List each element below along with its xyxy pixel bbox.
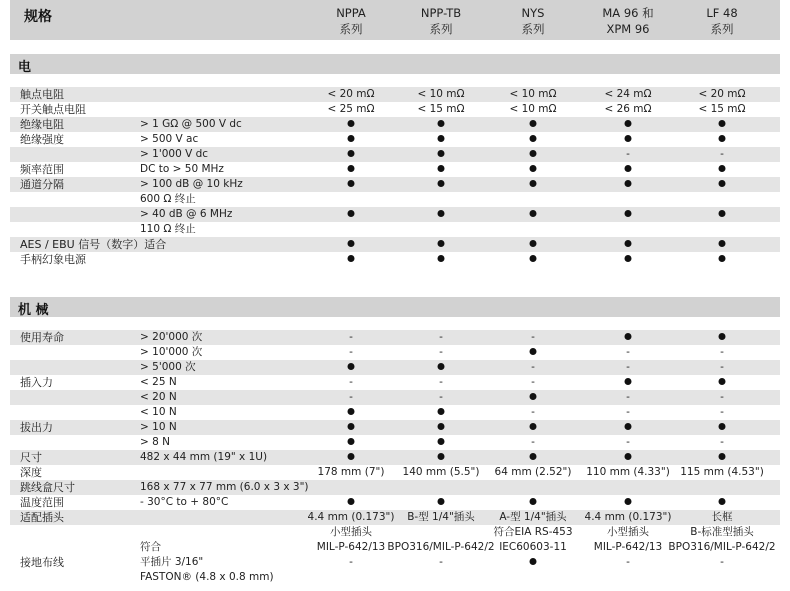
bullet-dot (348, 150, 355, 157)
table-row (10, 237, 780, 252)
cell-value: A-型 1/4"插头 (499, 511, 567, 523)
section-header (10, 54, 780, 74)
bullet-icon (625, 177, 632, 192)
bullet-dot (438, 255, 445, 262)
bullet-icon (719, 132, 726, 147)
row-condition: > 10'000 次 (140, 346, 203, 358)
section-title: 机 械 (18, 303, 49, 318)
table-row (10, 390, 780, 405)
column-header-line: 系列 (521, 22, 545, 36)
bullet-dot (438, 135, 445, 142)
table-header (10, 0, 780, 40)
dash-mark: - (531, 331, 535, 343)
row-label: 温度范围 (20, 496, 64, 509)
row-label: 插入力 (20, 376, 53, 389)
row-label: 适配插头 (20, 511, 64, 524)
dash-mark: - (626, 436, 630, 448)
dash-mark: - (349, 331, 353, 343)
bullet-dot (530, 423, 537, 430)
cell-value: 小型插头 (607, 526, 649, 538)
section-title: 电 (18, 60, 32, 75)
dash-mark: - (439, 331, 443, 343)
row-condition: > 20'000 次 (140, 331, 203, 343)
row-condition: > 100 dB @ 10 kHz (140, 178, 243, 190)
table-row (10, 360, 780, 375)
row-condition: > 500 V ac (140, 133, 199, 145)
bullet-icon (438, 405, 445, 420)
dash-mark: - (439, 346, 443, 358)
bullet-icon (530, 252, 537, 267)
bullet-icon (438, 450, 445, 465)
bullet-dot (348, 438, 355, 445)
bullet-dot (530, 240, 537, 247)
row-condition: 110 Ω 终止 (140, 223, 196, 235)
bullet-icon (438, 252, 445, 267)
cell-value: 140 mm (5.5") (402, 466, 480, 478)
bullet-icon (719, 330, 726, 345)
column-header-line: NYS (521, 6, 545, 20)
bullet-dot (719, 135, 726, 142)
bullet-icon (438, 495, 445, 510)
bullet-dot (348, 408, 355, 415)
table-row (10, 345, 780, 360)
column-header-line: 系列 (710, 22, 734, 36)
bullet-dot (530, 165, 537, 172)
cell-value: 110 mm (4.33") (586, 466, 670, 478)
bullet-dot (625, 378, 632, 385)
cell-value: < 10 mΩ (509, 88, 557, 100)
bullet-icon (625, 375, 632, 390)
bullet-icon (348, 495, 355, 510)
bullet-dot (348, 423, 355, 430)
dash-mark: - (349, 556, 353, 568)
dash-mark: - (349, 346, 353, 358)
bullet-icon (530, 162, 537, 177)
cell-value: < 25 mΩ (327, 103, 375, 115)
row-label: 频率范围 (20, 163, 64, 176)
bullet-icon (348, 207, 355, 222)
table-row (10, 480, 780, 495)
table-row (10, 132, 780, 147)
bullet-dot (530, 453, 537, 460)
row-condition: > 5'000 次 (140, 361, 196, 373)
table-row (10, 495, 780, 510)
bullet-icon (348, 177, 355, 192)
bullet-icon (625, 252, 632, 267)
bullet-dot (438, 408, 445, 415)
dash-mark: - (531, 406, 535, 418)
bullet-icon (438, 420, 445, 435)
row-condition: > 1'000 V dc (140, 148, 209, 160)
cell-value: < 24 mΩ (604, 88, 652, 100)
row-condition: - 30°C to + 80°C (140, 496, 229, 508)
bullet-dot (719, 240, 726, 247)
cell-value: < 20 mΩ (698, 88, 746, 100)
row-label: 触点电阻 (20, 88, 64, 101)
row-condition: FASTON® (4.8 x 0.8 mm) (140, 571, 274, 583)
table-row (10, 222, 780, 237)
cell-value: MIL-P-642/13 (593, 541, 663, 553)
table-row (10, 252, 780, 267)
dash-mark: - (349, 391, 353, 403)
table-row (10, 570, 780, 585)
bullet-icon (348, 252, 355, 267)
dash-mark: - (626, 361, 630, 373)
bullet-dot (719, 120, 726, 127)
bullet-dot (719, 453, 726, 460)
bullet-icon (438, 177, 445, 192)
bullet-dot (348, 180, 355, 187)
bullet-dot (719, 333, 726, 340)
bullet-dot (348, 135, 355, 142)
table-row (10, 435, 780, 450)
bullet-dot (530, 210, 537, 217)
bullet-icon (348, 237, 355, 252)
cell-value: < 26 mΩ (604, 103, 652, 115)
bullet-dot (625, 120, 632, 127)
bullet-icon (438, 237, 445, 252)
row-condition: 600 Ω 终止 (140, 193, 196, 205)
cell-value: MIL-P-642/13 (316, 541, 386, 553)
dash-mark: - (439, 556, 443, 568)
dash-mark: - (531, 361, 535, 373)
cell-value: B-标准型插头 (690, 526, 754, 538)
bullet-icon (625, 117, 632, 132)
bullet-icon (438, 435, 445, 450)
table-row (10, 117, 780, 132)
bullet-dot (348, 255, 355, 262)
bullet-dot (625, 423, 632, 430)
cell-value: 4.4 mm (0.173") (307, 511, 395, 523)
row-condition: > 40 dB @ 6 MHz (140, 208, 233, 220)
bullet-dot (530, 348, 537, 355)
bullet-icon (530, 495, 537, 510)
cell-value: < 15 mΩ (417, 103, 465, 115)
bullet-dot (719, 180, 726, 187)
bullet-icon (625, 207, 632, 222)
bullet-dot (530, 180, 537, 187)
section-header (10, 297, 780, 317)
column-header-line: NPPA (336, 6, 366, 20)
bullet-dot (438, 240, 445, 247)
bullet-dot (625, 240, 632, 247)
bullet-dot (719, 210, 726, 217)
cell-value: BPO316/MIL-P-642/2 (668, 541, 776, 553)
bullet-icon (348, 132, 355, 147)
bullet-dot (625, 333, 632, 340)
bullet-icon (348, 450, 355, 465)
bullet-dot (438, 180, 445, 187)
bullet-icon (348, 162, 355, 177)
row-label: 绝缘电阻 (20, 118, 64, 131)
bullet-icon (530, 237, 537, 252)
column-header-line: 系列 (429, 22, 453, 36)
row-condition: > 10 N (140, 421, 177, 433)
bullet-dot (348, 165, 355, 172)
bullet-icon (348, 147, 355, 162)
bullet-icon (625, 237, 632, 252)
column-header-line: NPP-TB (420, 6, 462, 20)
table-row (10, 555, 780, 570)
dash-mark: - (349, 376, 353, 388)
bullet-icon (719, 375, 726, 390)
bullet-icon (348, 405, 355, 420)
bullet-icon (625, 132, 632, 147)
dash-mark: - (626, 556, 630, 568)
cell-value: IEC60603-11 (499, 541, 567, 553)
bullet-icon (719, 162, 726, 177)
bullet-dot (438, 498, 445, 505)
bullet-dot (438, 120, 445, 127)
bullet-icon (530, 390, 537, 405)
row-label: 手柄幻象电源 (20, 253, 86, 266)
row-label: 通道分隔 (20, 178, 64, 191)
table-row (10, 162, 780, 177)
bullet-icon (719, 117, 726, 132)
row-condition: DC to > 50 MHz (140, 163, 224, 175)
bullet-icon (625, 330, 632, 345)
table-row (10, 102, 780, 117)
bullet-dot (530, 393, 537, 400)
table-row (10, 147, 780, 162)
table-row (10, 177, 780, 192)
bullet-dot (625, 165, 632, 172)
cell-value: 4.4 mm (0.173") (584, 511, 672, 523)
cell-value: < 10 mΩ (509, 103, 557, 115)
bullet-dot (530, 255, 537, 262)
bullet-dot (530, 120, 537, 127)
dash-mark: - (439, 391, 443, 403)
cell-value: 小型插头 (330, 526, 372, 538)
bullet-dot (348, 120, 355, 127)
bullet-icon (530, 420, 537, 435)
cell-value: 长框 (711, 511, 733, 523)
dash-mark: - (720, 148, 724, 160)
bullet-icon (719, 237, 726, 252)
table-row (10, 540, 780, 555)
column-header (336, 5, 366, 37)
bullet-icon (625, 162, 632, 177)
table-row (10, 192, 780, 207)
cell-value: < 20 mΩ (327, 88, 375, 100)
dash-mark: - (531, 436, 535, 448)
row-condition: < 10 N (140, 406, 177, 418)
bullet-icon (719, 177, 726, 192)
column-header (421, 5, 461, 37)
bullet-icon (719, 450, 726, 465)
bullet-dot (625, 135, 632, 142)
row-label: 开关触点电阻 (20, 103, 86, 116)
dash-mark: - (531, 376, 535, 388)
row-label: AES / EBU 信号（数字）适合 (20, 238, 167, 251)
cell-value: 64 mm (2.52") (494, 466, 572, 478)
cell-value: BPO316/MIL-P-642/2 (387, 541, 495, 553)
row-label: 跳线盒尺寸 (20, 481, 75, 494)
bullet-icon (719, 495, 726, 510)
dash-mark: - (439, 376, 443, 388)
bullet-dot (348, 210, 355, 217)
bullet-dot (438, 423, 445, 430)
bullet-icon (530, 117, 537, 132)
bullet-icon (438, 162, 445, 177)
bullet-icon (348, 435, 355, 450)
bullet-icon (625, 495, 632, 510)
bullet-dot (348, 453, 355, 460)
cell-value: < 15 mΩ (698, 103, 746, 115)
dash-mark: - (720, 556, 724, 568)
row-label: 拔出力 (20, 421, 53, 434)
dash-mark: - (720, 391, 724, 403)
bullet-dot (530, 558, 537, 565)
row-condition: 平插片 3/16" (140, 556, 204, 568)
column-header-line: 系列 (339, 22, 363, 36)
bullet-dot (530, 150, 537, 157)
bullet-dot (625, 453, 632, 460)
cell-value: < 10 mΩ (417, 88, 465, 100)
cell-value: 115 mm (4.53") (680, 466, 764, 478)
bullet-icon (438, 360, 445, 375)
table-row (10, 375, 780, 390)
table-row (10, 207, 780, 222)
bullet-icon (530, 450, 537, 465)
bullet-dot (625, 498, 632, 505)
row-condition: < 20 N (140, 391, 177, 403)
row-condition: > 8 N (140, 436, 171, 448)
column-header-line: MA 96 和 (602, 6, 654, 20)
table-row (10, 525, 780, 540)
row-condition: > 1 GΩ @ 500 V dc (140, 118, 242, 130)
bullet-dot (438, 438, 445, 445)
column-header-line: LF 48 (706, 6, 738, 20)
bullet-icon (530, 207, 537, 222)
row-condition: 168 x 77 x 77 mm (6.0 x 3 x 3") (140, 481, 309, 493)
table-row (10, 87, 780, 102)
bullet-dot (348, 363, 355, 370)
bullet-dot (625, 180, 632, 187)
dash-mark: - (720, 361, 724, 373)
bullet-icon (348, 360, 355, 375)
row-label: 绝缘强度 (20, 133, 64, 146)
dash-mark: - (626, 148, 630, 160)
bullet-icon (438, 207, 445, 222)
bullet-icon (530, 132, 537, 147)
dash-mark: - (626, 391, 630, 403)
column-header (522, 5, 545, 37)
bullet-icon (719, 252, 726, 267)
row-label: 接地布线 (20, 556, 64, 569)
bullet-icon (438, 132, 445, 147)
bullet-icon (348, 420, 355, 435)
bullet-dot (438, 165, 445, 172)
dash-mark: - (626, 346, 630, 358)
table-row (10, 330, 780, 345)
column-header-line: XPM 96 (606, 22, 650, 36)
bullet-dot (348, 240, 355, 247)
bullet-dot (438, 210, 445, 217)
header-title: 规格 (24, 9, 52, 25)
dash-mark: - (720, 346, 724, 358)
bullet-icon (530, 177, 537, 192)
row-condition: 482 x 44 mm (19" x 1U) (140, 451, 268, 463)
bullet-dot (719, 165, 726, 172)
row-condition: < 25 N (140, 376, 177, 388)
bullet-icon (530, 555, 537, 570)
bullet-dot (719, 255, 726, 262)
bullet-icon (530, 147, 537, 162)
bullet-dot (530, 135, 537, 142)
table-row (10, 465, 780, 480)
bullet-dot (438, 363, 445, 370)
bullet-icon (438, 117, 445, 132)
table-row (10, 510, 780, 525)
cell-value: B-型 1/4"插头 (407, 511, 475, 523)
bullet-icon (625, 450, 632, 465)
bullet-icon (625, 420, 632, 435)
bullet-dot (719, 423, 726, 430)
bullet-dot (719, 498, 726, 505)
column-header (706, 5, 737, 37)
cell-value: 178 mm (7") (317, 466, 385, 478)
table-row (10, 420, 780, 435)
bullet-icon (719, 420, 726, 435)
table-row (10, 450, 780, 465)
bullet-dot (719, 378, 726, 385)
bullet-icon (719, 207, 726, 222)
bullet-dot (438, 453, 445, 460)
row-label: 尺寸 (20, 451, 42, 464)
bullet-dot (348, 498, 355, 505)
bullet-icon (530, 345, 537, 360)
dash-mark: - (720, 406, 724, 418)
bullet-dot (530, 498, 537, 505)
row-label: 使用寿命 (20, 331, 64, 344)
bullet-icon (348, 117, 355, 132)
row-condition: 符合 (140, 541, 161, 553)
row-label: 深度 (20, 466, 42, 479)
dash-mark: - (720, 436, 724, 448)
column-header (602, 5, 653, 37)
bullet-dot (625, 255, 632, 262)
table-row (10, 405, 780, 420)
bullet-dot (625, 210, 632, 217)
dash-mark: - (626, 406, 630, 418)
bullet-dot (438, 150, 445, 157)
bullet-icon (438, 147, 445, 162)
cell-value: 符合EIA RS-453 (493, 526, 573, 538)
